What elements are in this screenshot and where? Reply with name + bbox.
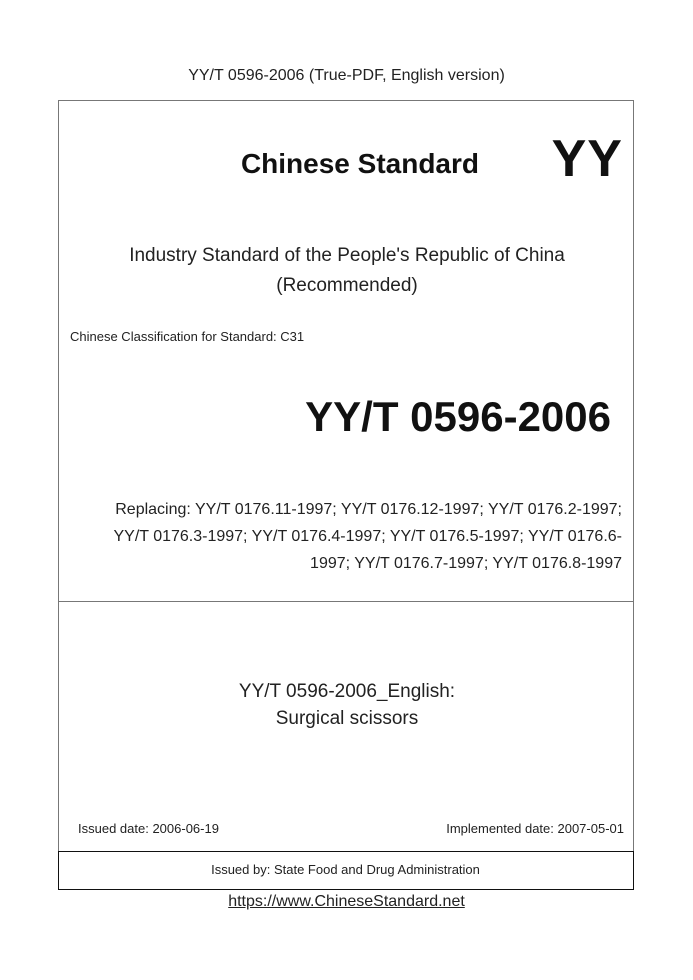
industry-standard-title <box>59 241 635 301</box>
implemented-date: Implemented date: 2007-05-01 <box>446 821 624 836</box>
cover-heading: Chinese Standard <box>240 148 479 179</box>
standard-logo-code: YY <box>551 130 623 188</box>
cover-top-section <box>58 100 634 602</box>
document-info-section <box>58 601 634 852</box>
replacing-block <box>62 496 622 577</box>
replacing-line: Replacing: YY/T 0176.11-1997; YY/T 0176.12-1997; YY/T 0176.2-1997; <box>115 501 622 518</box>
document-title-line-1: YY/T 0596-2006_English: <box>238 681 456 702</box>
classification-label: Chinese Classification for Standard: C31 <box>70 329 305 344</box>
standard-code: YY/T 0596-2006 <box>305 393 611 440</box>
document-title <box>59 678 635 732</box>
website-link[interactable]: https://www.ChineseStandard.net <box>228 893 465 910</box>
issued-date: Issued date: 2006-06-19 <box>78 821 219 836</box>
document-title-line-2: Surgical scissors <box>275 708 419 729</box>
issued-by: Issued by: State Food and Drug Administration <box>211 862 480 877</box>
industry-line-1: Industry Standard of the People's Republic of China <box>129 245 565 266</box>
issuer-section <box>58 851 634 890</box>
page-header-title: YY/T 0596-2006 (True-PDF, English version) <box>188 67 505 84</box>
industry-line-2: (Recommended) <box>276 275 418 296</box>
replacing-line: 1997; YY/T 0176.7-1997; YY/T 0176.8-1997 <box>310 555 622 572</box>
replacing-line: YY/T 0176.3-1997; YY/T 0176.4-1997; YY/T 0176.5-1997; YY/T 0176.6- <box>113 528 622 545</box>
